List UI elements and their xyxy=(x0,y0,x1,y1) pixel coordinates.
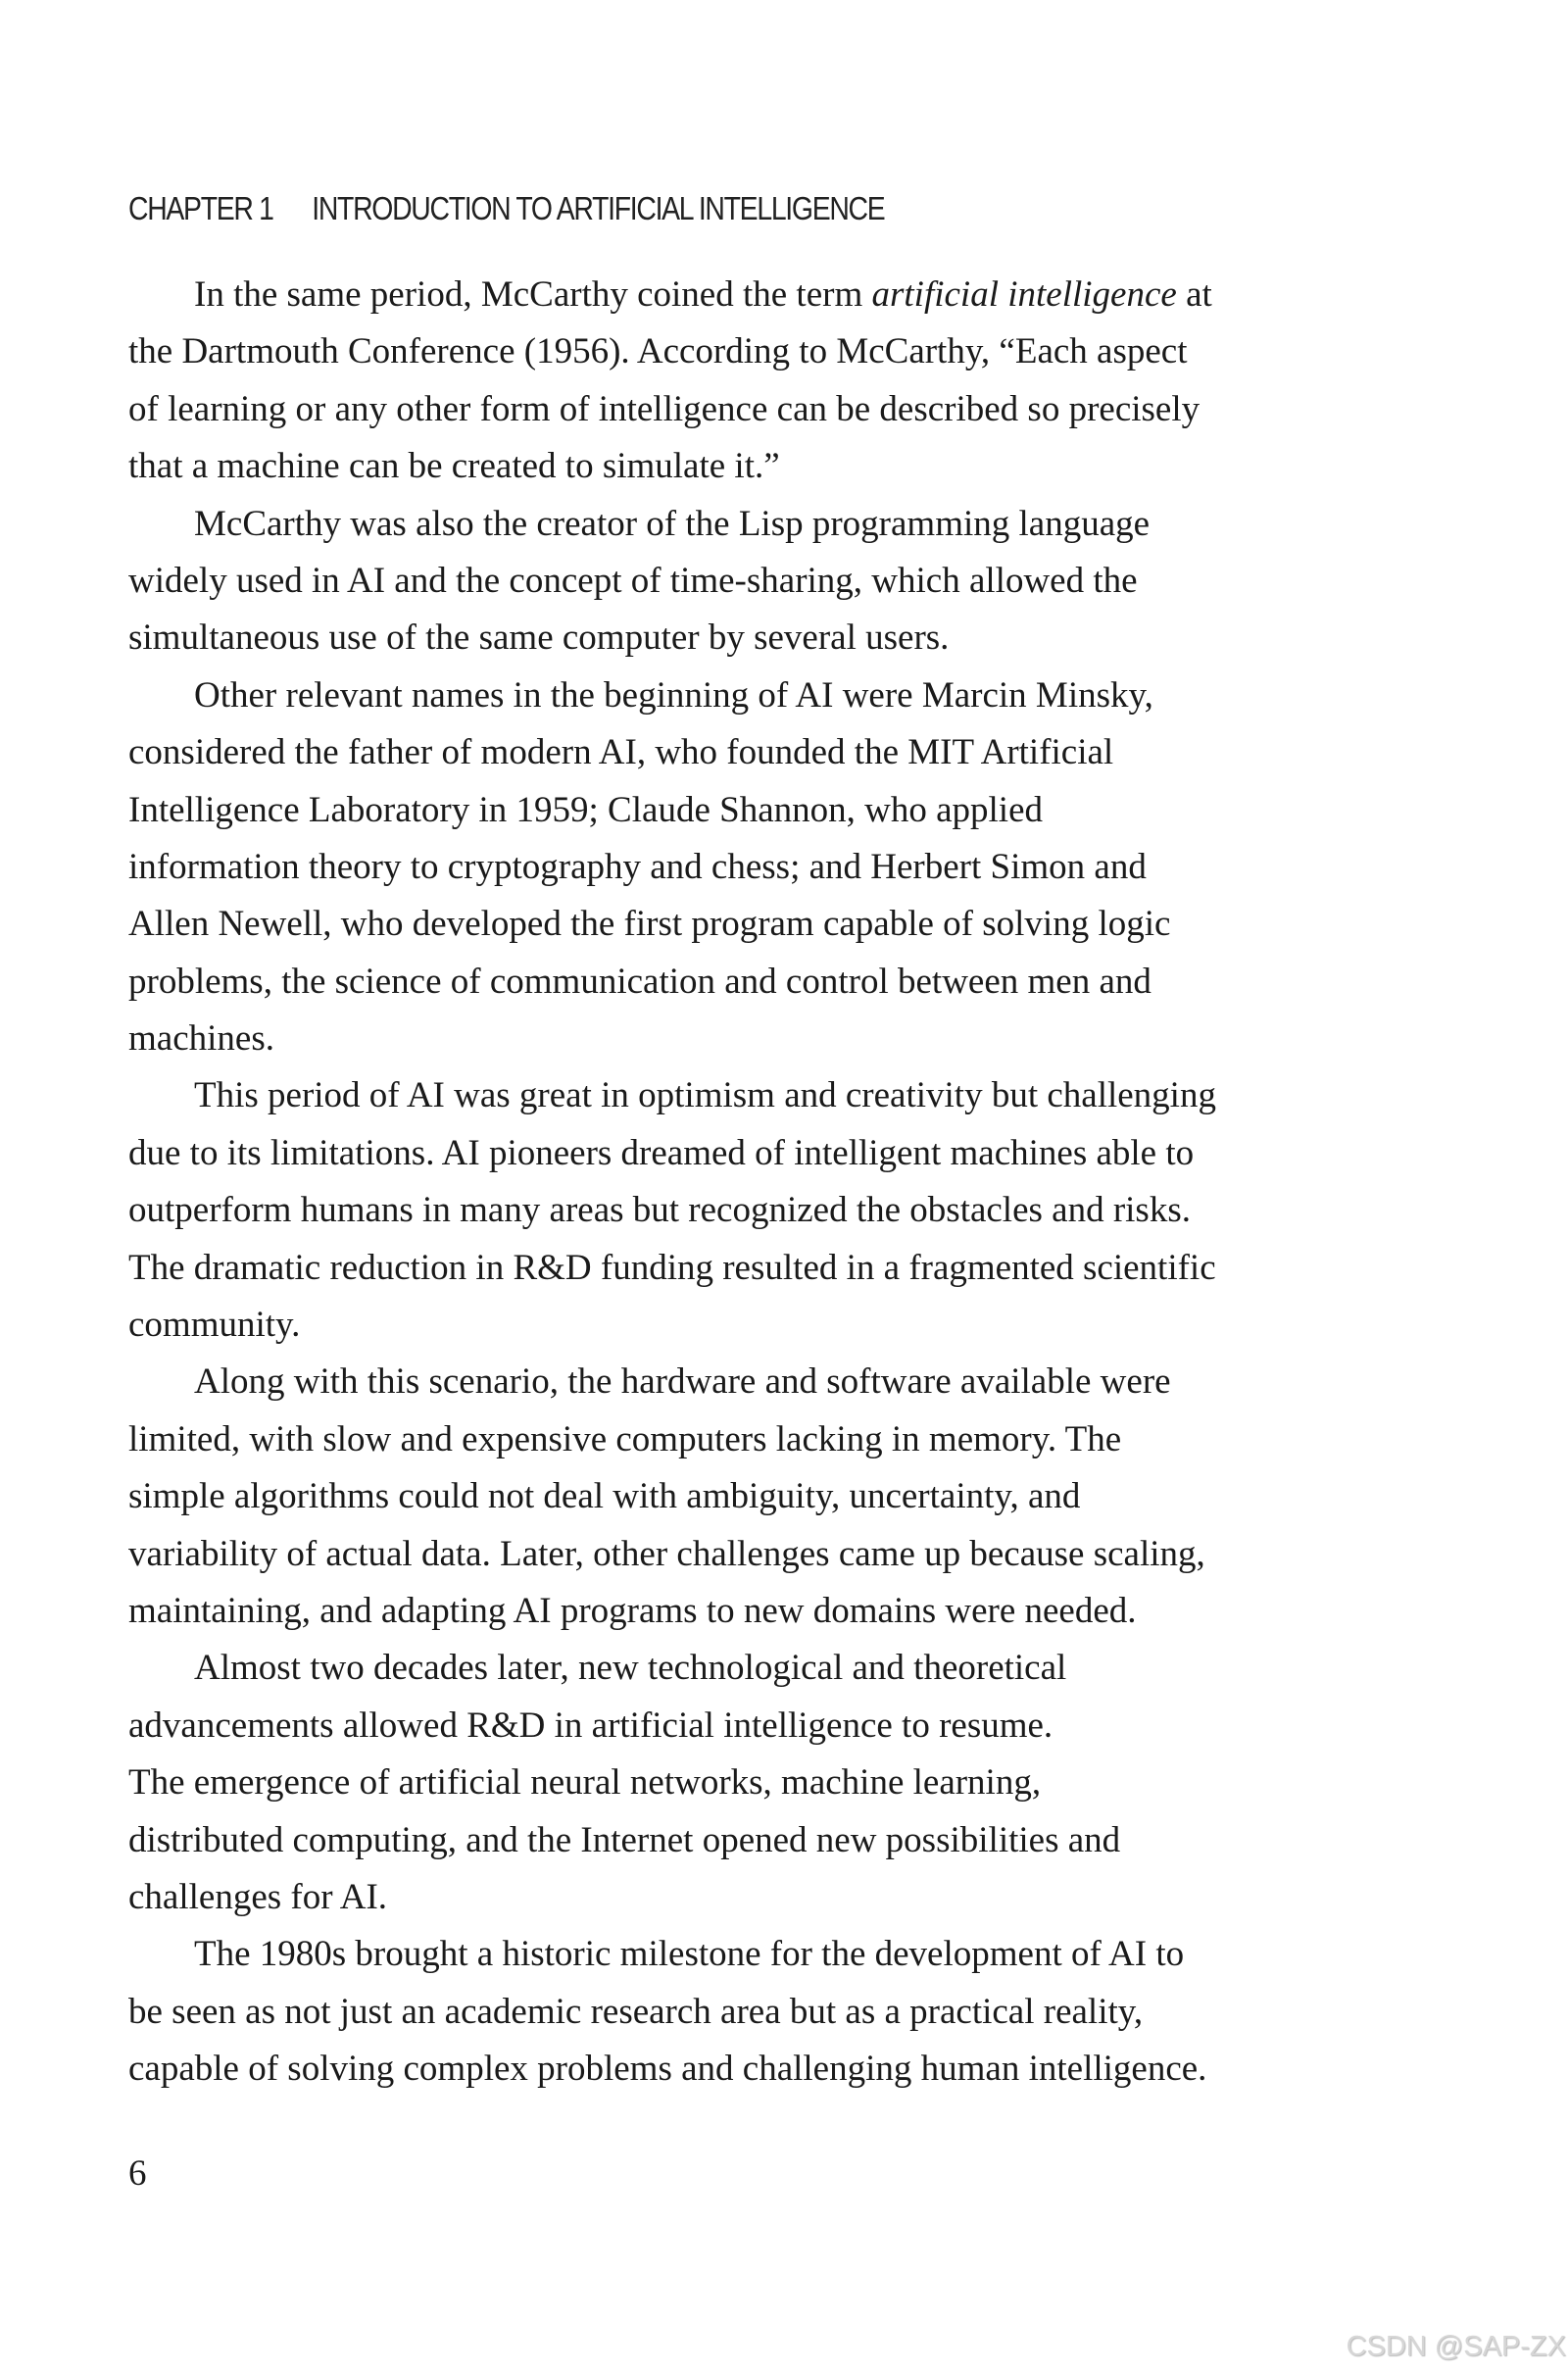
line-text: be seen as not just an academic research area but as a practical reality, xyxy=(128,1991,1144,2032)
line-text: widely used in AI and the concept of time-sharing, which allowed the xyxy=(128,560,1138,601)
text-line xyxy=(128,1468,1393,1525)
paragraph xyxy=(128,1926,1393,2098)
paragraph xyxy=(128,1354,1393,1640)
text-line xyxy=(128,896,1393,953)
line-text: the Dartmouth Conference (1956). According to McCarthy, “Each aspect xyxy=(128,331,1188,372)
paragraph xyxy=(128,1067,1393,1354)
text-line xyxy=(128,1926,1393,1983)
text-line xyxy=(128,496,1393,553)
paragraph xyxy=(128,267,1393,496)
text-line xyxy=(128,2041,1393,2098)
text-line xyxy=(128,782,1393,839)
text-line xyxy=(128,1583,1393,1640)
line-text: advancements allowed R&D in artificial intelligence to resume. xyxy=(128,1705,1054,1746)
text-line xyxy=(128,1354,1393,1410)
text-line xyxy=(128,610,1393,667)
text-line xyxy=(128,1411,1393,1468)
watermark: CSDN @SAP-ZX xyxy=(1346,2331,1566,2362)
line-text: Almost two decades later, new technological and theoretical xyxy=(194,1648,1067,1689)
line-text: capable of solving complex problems and challenging human intelligence. xyxy=(128,2049,1207,2090)
line-text: maintaining, and adapting AI programs to new domains were needed. xyxy=(128,1590,1137,1631)
line-text: In the same period, McCarthy coined the term xyxy=(194,274,872,315)
line-text: The emergence of artificial neural networks, machine learning, xyxy=(128,1762,1042,1804)
italic-term: artificial intelligence xyxy=(871,274,1177,315)
line-text: at xyxy=(1176,274,1212,315)
paragraph xyxy=(128,667,1393,1068)
line-text: McCarthy was also the creator of the Lisp programming language xyxy=(194,503,1151,544)
text-line xyxy=(128,438,1393,495)
line-text: information theory to cryptography and chess; and Herbert Simon and xyxy=(128,846,1147,887)
paragraph xyxy=(128,1640,1393,1926)
text-line xyxy=(128,1011,1393,1067)
line-text: The 1980s brought a historic milestone for the development of AI to xyxy=(194,1934,1185,1975)
line-text: Allen Newell, who developed the first program capable of solving logic xyxy=(128,904,1171,945)
line-text: Along with this scenario, the hardware and software available were xyxy=(194,1361,1171,1403)
line-text: due to its limitations. AI pioneers dreamed of intelligent machines able to xyxy=(128,1132,1195,1173)
running-header xyxy=(128,190,884,227)
text-line xyxy=(128,1640,1393,1697)
text-line xyxy=(128,1869,1393,1926)
text-line xyxy=(128,839,1393,896)
body-text xyxy=(128,267,1393,2099)
chapter-label: CHAPTER 1 xyxy=(128,190,273,226)
text-line xyxy=(128,1984,1393,2041)
text-line xyxy=(128,1526,1393,1583)
text-line xyxy=(128,1182,1393,1239)
line-text: outperform humans in many areas but recognized the obstacles and risks. xyxy=(128,1190,1191,1231)
line-text: limited, with slow and expensive computers lacking in memory. The xyxy=(128,1418,1122,1459)
text-line xyxy=(128,1125,1393,1182)
line-text: challenges for AI. xyxy=(128,1876,388,1917)
text-line xyxy=(128,667,1393,724)
line-text: variability of actual data. Later, other challenges came up because scaling, xyxy=(128,1533,1205,1574)
line-text: of learning or any other form of intelligence can be described so precisely xyxy=(128,388,1200,429)
text-line xyxy=(128,553,1393,610)
chapter-title: INTRODUCTION TO ARTIFICIAL INTELLIGENCE xyxy=(312,190,885,226)
line-text: simultaneous use of the same computer by several users. xyxy=(128,618,950,659)
text-line xyxy=(128,1067,1393,1124)
text-line xyxy=(128,1755,1393,1811)
line-text: community. xyxy=(128,1305,301,1346)
line-text: simple algorithms could not deal with ambiguity, uncertainty, and xyxy=(128,1476,1081,1517)
line-text: Other relevant names in the beginning of AI were Marcin Minsky, xyxy=(194,674,1153,716)
text-line xyxy=(128,323,1393,380)
text-line xyxy=(128,1240,1393,1297)
line-text: machines. xyxy=(128,1018,274,1060)
text-line xyxy=(128,1812,1393,1869)
paragraph xyxy=(128,496,1393,667)
text-line xyxy=(128,1698,1393,1755)
line-text: distributed computing, and the Internet opened new possibilities and xyxy=(128,1819,1121,1860)
text-line xyxy=(128,724,1393,781)
line-text: The dramatic reduction in R&D funding resulted in a fragmented scientific xyxy=(128,1247,1216,1288)
line-text: Intelligence Laboratory in 1959; Claude Shannon, who applied xyxy=(128,789,1043,830)
line-text: considered the father of modern AI, who founded the MIT Artificial xyxy=(128,732,1114,773)
text-line xyxy=(128,1297,1393,1354)
text-line xyxy=(128,267,1393,323)
page-number: 6 xyxy=(128,2153,147,2194)
text-line xyxy=(128,954,1393,1011)
line-text: This period of AI was great in optimism and creativity but challenging xyxy=(194,1075,1216,1116)
text-line xyxy=(128,381,1393,438)
line-text: problems, the science of communication and control between men and xyxy=(128,961,1152,1002)
line-text: that a machine can be created to simulate it.” xyxy=(128,446,780,487)
